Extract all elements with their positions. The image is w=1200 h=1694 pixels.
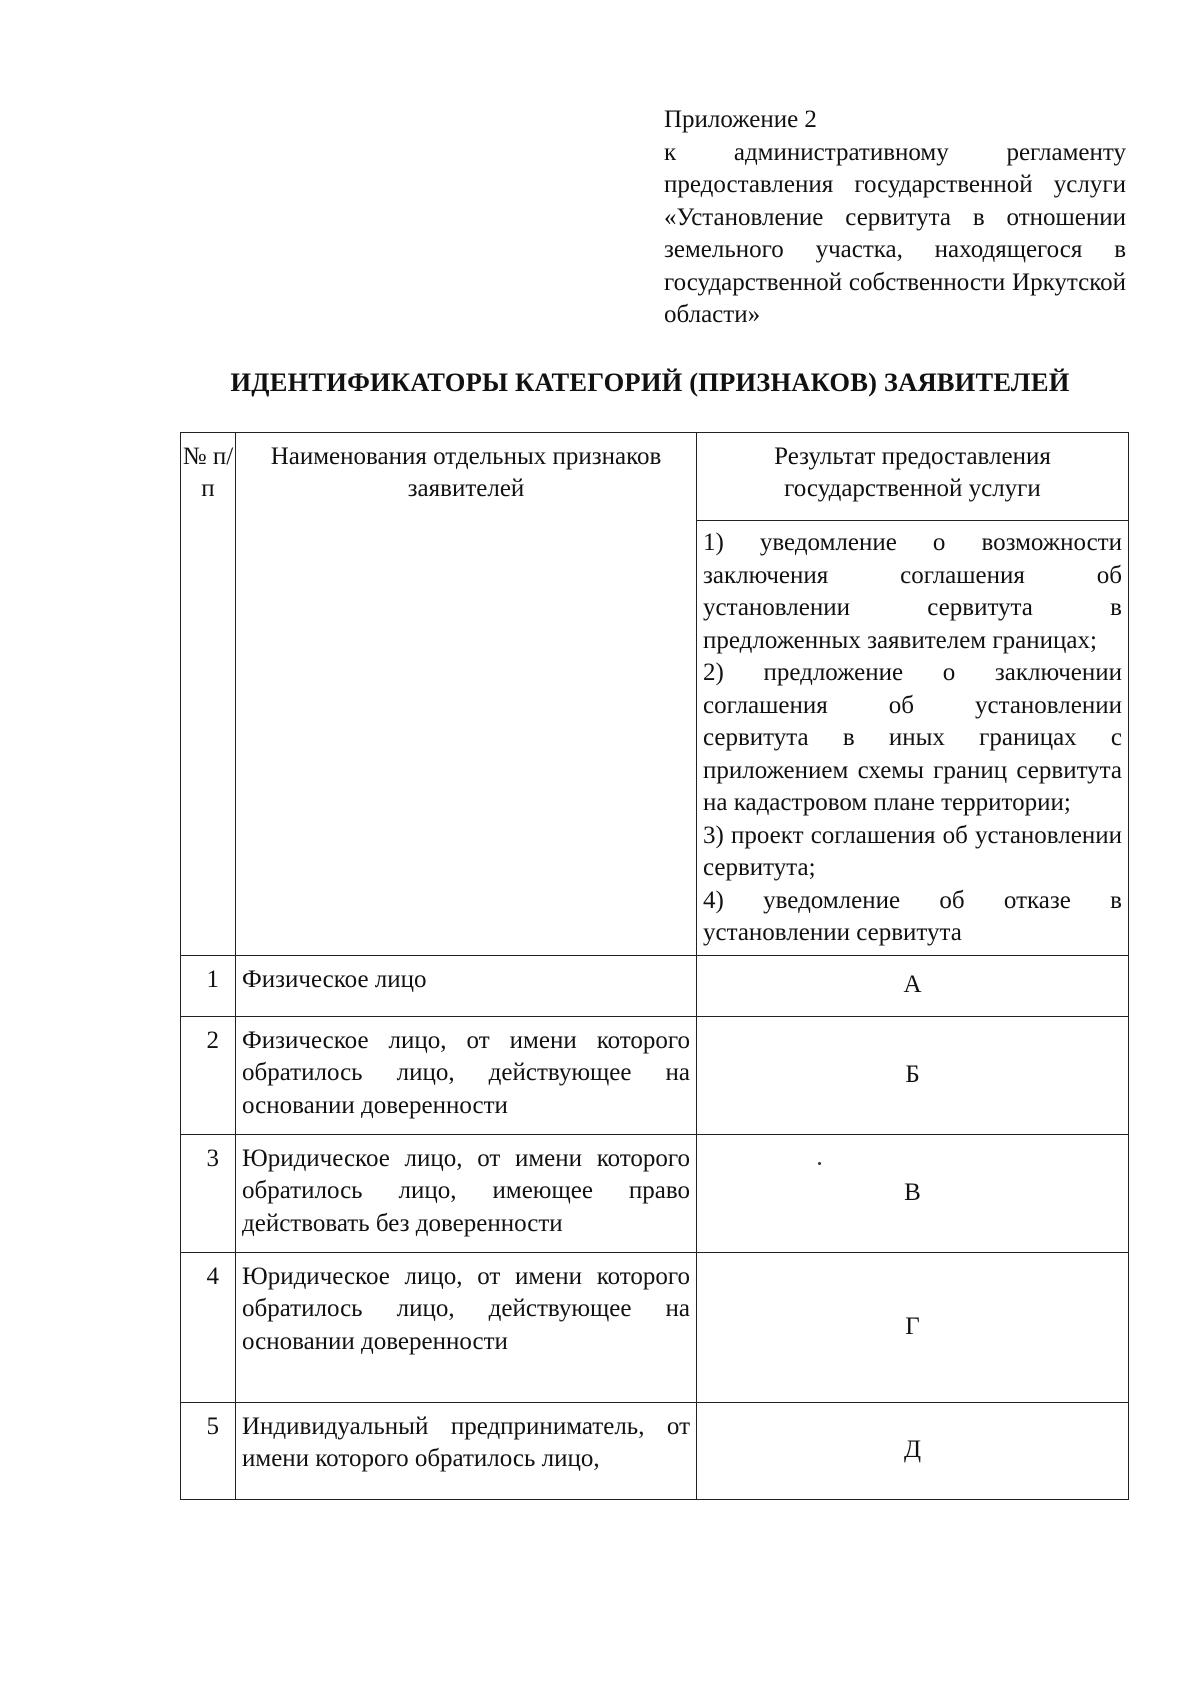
row-number: 3 (181, 1134, 236, 1252)
row-name: Физическое лицо (236, 955, 697, 1016)
row-name: Юридическое лицо, от имени которого обратилось лицо, действующее на основании доверенности (236, 1252, 697, 1402)
header-number: № п/п (181, 433, 236, 956)
row-name: Индивидуальный предприниматель, от имени которого обратилось лицо, (236, 1402, 697, 1499)
appendix-text: к административному регламенту предоставления государственной услуги «Установление сервитута в отношении земельного участка, находящегося в государственной собственности Иркутской области» (664, 138, 1126, 328)
row-name: Юридическое лицо, от имени которого обратилось лицо, имеющее право действовать без доверенности (236, 1134, 697, 1252)
row-number: 1 (181, 955, 236, 1016)
table-row (181, 1016, 1129, 1134)
header-result: Результат предоставления государственной услуги (697, 433, 1129, 521)
result-list (697, 521, 1129, 956)
scan-speck (818, 1162, 821, 1165)
result-item: 2) предложение о заключении соглашения об установлении сервитута в иных границах с приложением схемы границ сервитута на кадастровом плане территории; (703, 659, 1122, 816)
row-code: Д (697, 1402, 1129, 1499)
table-row (181, 955, 1129, 1016)
row-number: 5 (181, 1402, 236, 1499)
row-number: 2 (181, 1016, 236, 1134)
row-code: Б (697, 1016, 1129, 1134)
row-code: В (697, 1134, 1129, 1252)
result-item: 1) уведомление о возможности заключения соглашения об установлении сервитута в предложенных заявителем границах; (703, 529, 1122, 654)
table-row (181, 1252, 1129, 1402)
table-row (181, 1402, 1129, 1499)
row-name: Физическое лицо, от имени которого обратилось лицо, действующее на основании доверенности (236, 1016, 697, 1134)
applicant-categories-table (180, 432, 1129, 1500)
result-item: 3) проект соглашения об установлении сервитута; (703, 821, 1122, 881)
header-name: Наименования отдельных признаков заявителей (236, 433, 697, 956)
row-number: 4 (181, 1252, 236, 1402)
row-code: А (697, 955, 1129, 1016)
appendix-number: Приложение 2 (664, 106, 817, 133)
table-header-row (181, 433, 1129, 521)
document-title: ИДЕНТИФИКАТОРЫ КАТЕГОРИЙ (ПРИЗНАКОВ) ЗАЯВИТЕЛЕЙ (230, 367, 1070, 397)
table-row (181, 1134, 1129, 1252)
result-item: 4) уведомление об отказе в установлении сервитута (703, 886, 1122, 946)
row-code: Г (697, 1252, 1129, 1402)
appendix-note (664, 104, 1126, 332)
